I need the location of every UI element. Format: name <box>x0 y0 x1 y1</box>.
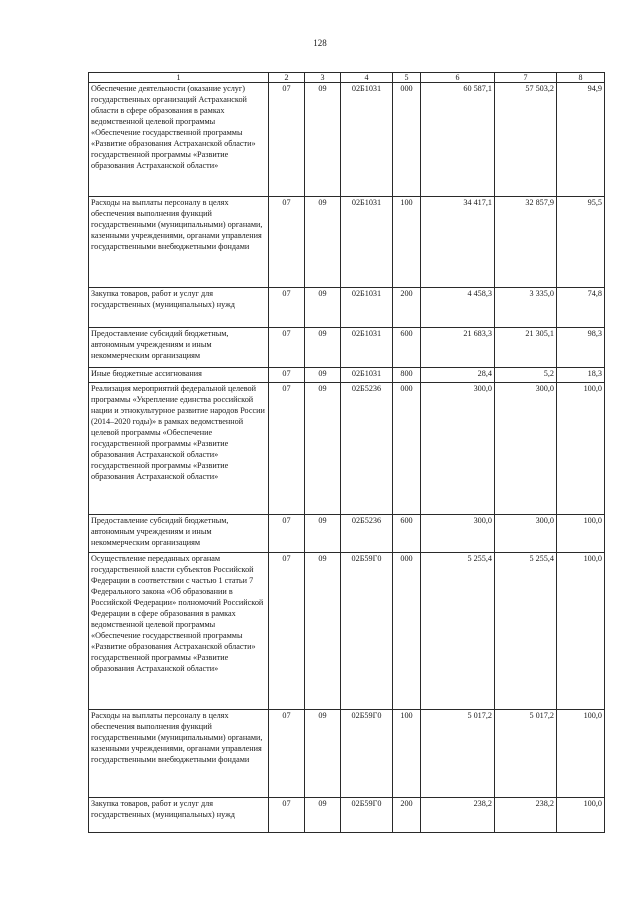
row-description: Предоставление субсидий бюджетным, автономным учреждениям и иным некоммерческим организациям <box>89 515 269 553</box>
row-section: 07 <box>269 553 305 710</box>
row-amount-planned: 60 587,1 <box>421 83 495 197</box>
row-amount-planned: 5 255,4 <box>421 553 495 710</box>
row-target-code: 02Б1031 <box>341 83 393 197</box>
row-amount-planned: 300,0 <box>421 515 495 553</box>
table-row <box>89 553 605 710</box>
row-expense-type: 100 <box>393 710 421 798</box>
row-section: 07 <box>269 710 305 798</box>
col-header-3: 3 <box>305 73 341 83</box>
row-amount-executed: 5,2 <box>495 368 557 383</box>
row-subsection: 09 <box>305 83 341 197</box>
row-percent: 95,5 <box>557 197 605 288</box>
table-row <box>89 288 605 328</box>
col-header-6: 6 <box>421 73 495 83</box>
row-expense-type: 200 <box>393 288 421 328</box>
row-expense-type: 600 <box>393 515 421 553</box>
row-target-code: 02Б1031 <box>341 328 393 368</box>
row-amount-executed: 300,0 <box>495 383 557 515</box>
row-expense-type: 600 <box>393 328 421 368</box>
page-number: 128 <box>313 38 327 48</box>
row-amount-planned: 28,4 <box>421 368 495 383</box>
row-amount-executed: 5 255,4 <box>495 553 557 710</box>
row-subsection: 09 <box>305 288 341 328</box>
row-subsection: 09 <box>305 553 341 710</box>
row-amount-executed: 238,2 <box>495 798 557 833</box>
table-row <box>89 83 605 197</box>
row-subsection: 09 <box>305 368 341 383</box>
row-amount-planned: 4 458,3 <box>421 288 495 328</box>
row-subsection: 09 <box>305 710 341 798</box>
col-header-1: 1 <box>89 73 269 83</box>
col-header-4: 4 <box>341 73 393 83</box>
row-description: Обеспечение деятельности (оказание услуг) государственных организаций Астраханской области в сфере образования в рамках ведомственной целевой программы «Обеспечение государственной программы «Развитие образования Астраханской области» государственной программы «Развитие образования Астраханской области» <box>89 83 269 197</box>
row-subsection: 09 <box>305 515 341 553</box>
table-row <box>89 328 605 368</box>
row-section: 07 <box>269 515 305 553</box>
table-row <box>89 515 605 553</box>
row-section: 07 <box>269 798 305 833</box>
row-expense-type: 000 <box>393 553 421 710</box>
row-amount-executed: 21 305,1 <box>495 328 557 368</box>
row-expense-type: 000 <box>393 383 421 515</box>
table-row <box>89 383 605 515</box>
table-row <box>89 710 605 798</box>
row-target-code: 02Б1031 <box>341 368 393 383</box>
row-amount-planned: 34 417,1 <box>421 197 495 288</box>
row-percent: 98,3 <box>557 328 605 368</box>
row-amount-planned: 238,2 <box>421 798 495 833</box>
row-description: Расходы на выплаты персоналу в целях обеспечения выполнения функций государственными (муниципальными) органами, казенными учреждениями, органами управления государственными внебюджетными фондами <box>89 197 269 288</box>
row-expense-type: 000 <box>393 83 421 197</box>
row-amount-executed: 3 335,0 <box>495 288 557 328</box>
row-amount-executed: 57 503,2 <box>495 83 557 197</box>
table-row <box>89 197 605 288</box>
row-amount-executed: 32 857,9 <box>495 197 557 288</box>
row-percent: 100,0 <box>557 798 605 833</box>
row-description: Реализация мероприятий федеральной целевой программы «Укрепление единства российской нации и этнокультурное развитие народов России (2014–2020 годы)» в рамках ведомственной целевой программы «Обеспечение государственной программы «Развитие образования Астраханской области» государственной программы «Развитие образования Астраханской области» <box>89 383 269 515</box>
row-percent: 100,0 <box>557 710 605 798</box>
row-target-code: 02Б5236 <box>341 515 393 553</box>
row-description: Осуществление переданных органам государственной власти субъектов Российской Федерации в соответствии с частью 1 статьи 7 Федерального закона «Об образовании в Российской Федерации» полномочий Российской Федерации в сфере образования в рамках ведомственной целевой программы «Обеспечение государственной программы «Развитие образования Астраханской области» государственной программы «Развитие образования Астраханской области» <box>89 553 269 710</box>
row-amount-executed: 5 017,2 <box>495 710 557 798</box>
row-description: Закупка товаров, работ и услуг для государственных (муниципальных) нужд <box>89 288 269 328</box>
row-section: 07 <box>269 83 305 197</box>
row-expense-type: 100 <box>393 197 421 288</box>
row-description: Предоставление субсидий бюджетным, автономным учреждениям и иным некоммерческим организациям <box>89 328 269 368</box>
budget-table <box>88 72 605 833</box>
col-header-5: 5 <box>393 73 421 83</box>
row-target-code: 02Б59Г0 <box>341 798 393 833</box>
row-subsection: 09 <box>305 383 341 515</box>
row-target-code: 02Б1031 <box>341 197 393 288</box>
col-header-8: 8 <box>557 73 605 83</box>
row-amount-planned: 5 017,2 <box>421 710 495 798</box>
row-description: Расходы на выплаты персоналу в целях обеспечения выполнения функций государственными (муниципальными) органами, казенными учреждениями, органами управления государственными внебюджетными фондами <box>89 710 269 798</box>
row-amount-planned: 300,0 <box>421 383 495 515</box>
header-row <box>89 73 605 83</box>
row-subsection: 09 <box>305 798 341 833</box>
row-section: 07 <box>269 383 305 515</box>
table-row <box>89 368 605 383</box>
row-percent: 100,0 <box>557 383 605 515</box>
row-percent: 100,0 <box>557 553 605 710</box>
table-row <box>89 798 605 833</box>
row-expense-type: 800 <box>393 368 421 383</box>
row-percent: 100,0 <box>557 515 605 553</box>
row-percent: 18,3 <box>557 368 605 383</box>
row-section: 07 <box>269 328 305 368</box>
row-description: Иные бюджетные ассигнования <box>89 368 269 383</box>
row-expense-type: 200 <box>393 798 421 833</box>
row-subsection: 09 <box>305 197 341 288</box>
row-target-code: 02Б1031 <box>341 288 393 328</box>
row-target-code: 02Б5236 <box>341 383 393 515</box>
row-section: 07 <box>269 368 305 383</box>
row-section: 07 <box>269 197 305 288</box>
row-percent: 74,8 <box>557 288 605 328</box>
row-percent: 94,9 <box>557 83 605 197</box>
row-amount-executed: 300,0 <box>495 515 557 553</box>
col-header-2: 2 <box>269 73 305 83</box>
row-amount-planned: 21 683,3 <box>421 328 495 368</box>
row-subsection: 09 <box>305 328 341 368</box>
row-description: Закупка товаров, работ и услуг для государственных (муниципальных) нужд <box>89 798 269 833</box>
row-target-code: 02Б59Г0 <box>341 710 393 798</box>
row-target-code: 02Б59Г0 <box>341 553 393 710</box>
col-header-7: 7 <box>495 73 557 83</box>
row-section: 07 <box>269 288 305 328</box>
